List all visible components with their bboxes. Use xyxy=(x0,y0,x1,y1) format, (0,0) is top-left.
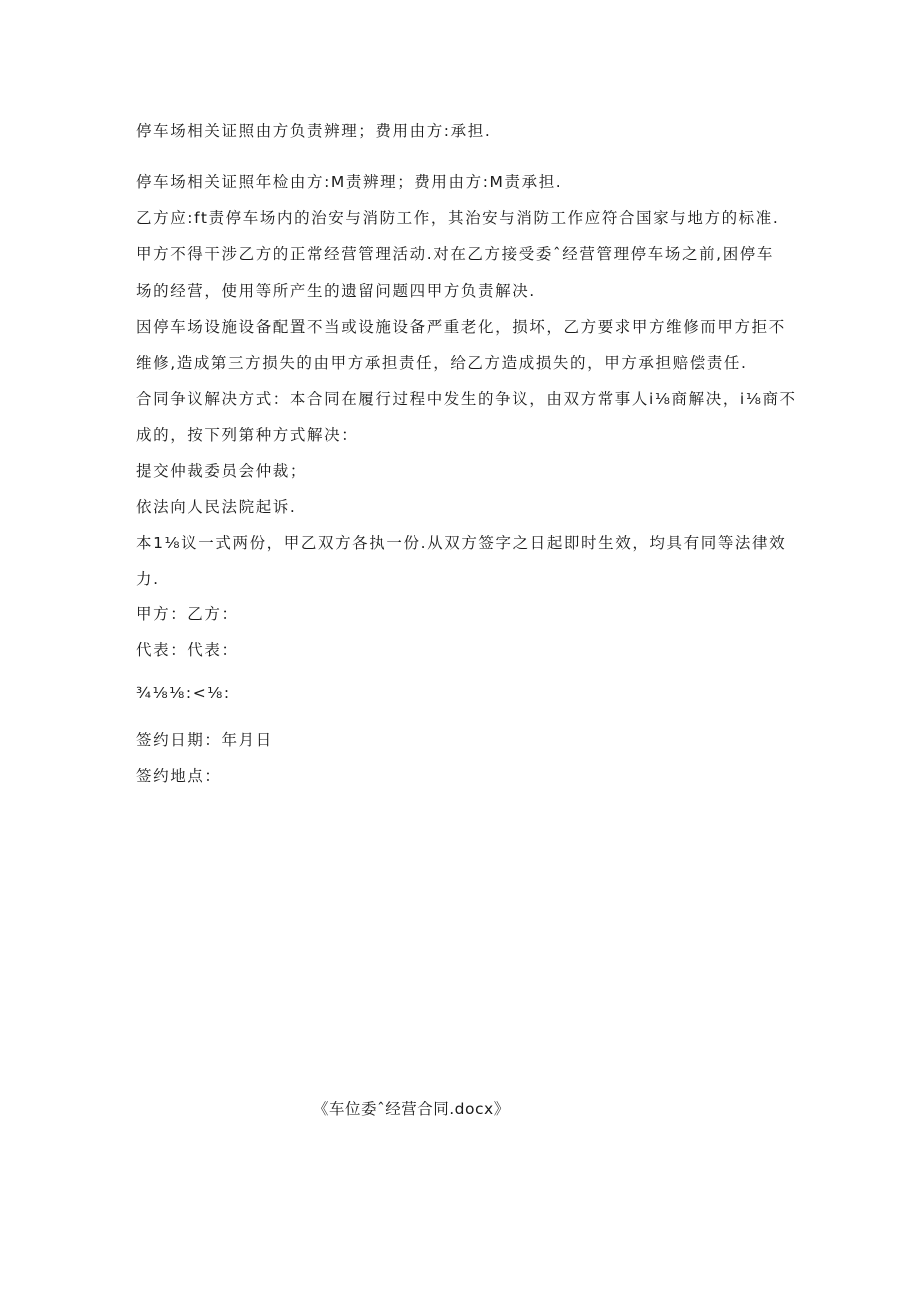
text-line-1: 停车场相关证照由方负责辨理；费用由方:承担. xyxy=(136,122,492,140)
text-line-13: 力. xyxy=(136,570,160,588)
text-line-4: 甲方不得干涉乙方的正常经营管理活动.对在乙方接受委ˆ经营管理停车场之前,困停车 xyxy=(136,245,775,263)
text-line-6: 因停车场设施设备配置不当或设施设备严重老化，损坏，乙方要求甲方维修而甲方拒不 xyxy=(136,318,786,336)
text-line-16: ¾⅛⅛:<⅛: xyxy=(136,684,231,702)
text-line-7: 维修,造成第三方损失的由甲方承担责任，给乙方造成损失的，甲方承担赔偿责任. xyxy=(136,354,748,372)
text-line-12: 本1⅛议一式两份，甲乙双方各执一份.从双方签字之日起即时生效，均具有同等法律效 xyxy=(136,534,787,552)
text-line-17: 签约日期：年月日 xyxy=(136,731,273,749)
document-footer: 《车位委ˆ经营合同.docx》 xyxy=(313,1100,510,1118)
text-line-8: 合同争议解决方式：本合同在履行过程中发生的争议，由双方常事人i⅛商解决，i⅛商不 xyxy=(136,390,797,408)
text-line-10: 提交仲裁委员会仲裁； xyxy=(136,462,308,480)
text-line-9: 成的，按下列第种方式解决： xyxy=(136,426,359,444)
text-line-2: 停车场相关证照年检由方:M责辨理；费用由方:M责承担. xyxy=(136,173,563,191)
text-line-5: 场的经营，使用等所产生的遗留问题四甲方负责解决. xyxy=(136,282,536,300)
text-line-15: 代表：代表： xyxy=(136,641,239,659)
text-line-14: 甲方：乙方： xyxy=(136,605,239,623)
text-line-18: 签约地点： xyxy=(136,767,222,785)
text-line-3: 乙方应:ft责停车场内的治安与消防工作，其治安与消防工作应符合国家与地方的标准. xyxy=(136,209,780,227)
text-line-11: 依法向人民法院起诉. xyxy=(136,498,297,516)
